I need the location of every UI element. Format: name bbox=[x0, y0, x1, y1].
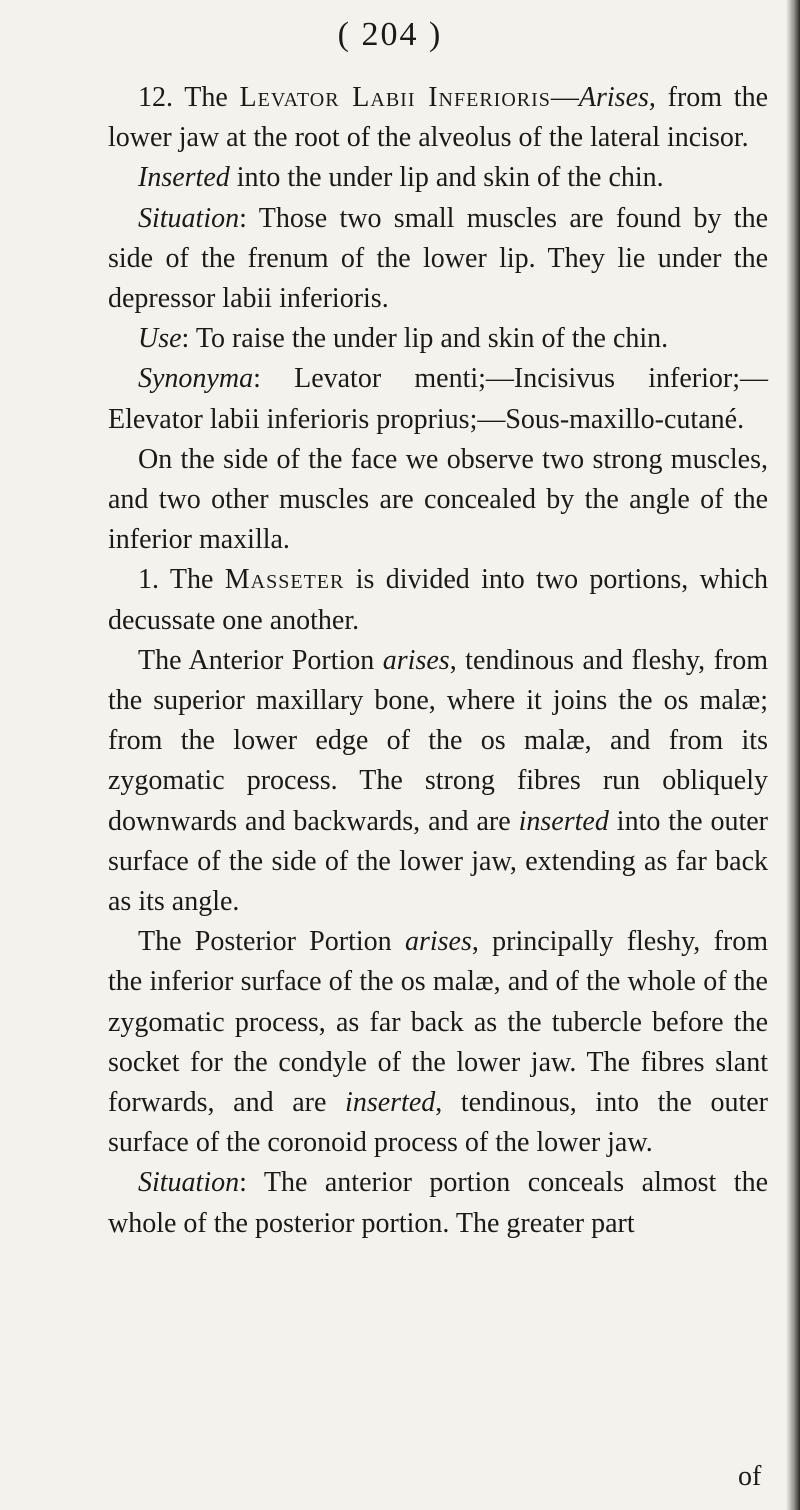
paragraph-synonyma: Synonyma: Levator menti;—Incisivus inferior;—Elevator labii inferioris proprius;—Sous-maxillo-cutané. bbox=[108, 363, 768, 435]
muscle-name: Masseter bbox=[224, 564, 345, 596]
paragraph-posterior-portion: The Posterior Portion arises, principally fleshy, from the inferior surface of the os malæ, and of the whole of the zygomatic process, as far back as the tubercle before the socket for the condyle of the lower jaw. The fibres slant forwards, and are inserted, tendinous, into the outer surface of the coronoid process of the lower jaw. bbox=[108, 926, 769, 1159]
catchword: of bbox=[738, 1461, 762, 1492]
paragraph-situation-masseter: Situation: The anterior portion conceals almost the whole of the posterior portion. The greater part bbox=[108, 1167, 768, 1239]
paragraph-use: Use: To raise the under lip and skin of the chin. bbox=[138, 323, 669, 355]
section-number: 1. bbox=[138, 564, 159, 596]
body-text bbox=[108, 78, 768, 1244]
section-number: 12. bbox=[138, 82, 173, 113]
paragraph-levator-labii: 12. The Levator Labii Inferioris—Arises, from the lower jaw at the root of the alveolus of the lateral incisor. bbox=[108, 82, 769, 154]
paragraph-anterior-portion: The Anterior Portion arises, tendinous and fleshy, from the superior maxillary bone, where it joins the os malæ; from the lower edge of the os malæ, and from its zygomatic process. The strong fibres run obliquely downwards and backwards, and are inserted into the outer surface of the side of the lower jaw, extending as far back as its angle. bbox=[108, 644, 768, 918]
muscle-name: Levator Labii Inferioris bbox=[239, 82, 551, 113]
paragraph-situation: Situation: Those two small muscles are found by the side of the frenum of the lower lip. They lie under the depressor labii inferioris. bbox=[108, 202, 768, 315]
page-edge-shadow bbox=[786, 0, 800, 1510]
page-number: ( 204 ) bbox=[337, 16, 443, 53]
paragraph-inserted: Inserted into the under lip and skin of the chin. bbox=[138, 162, 664, 194]
paragraph-masseter: 1. The Masseter is divided into two portions, which decussate one another. bbox=[108, 564, 769, 636]
paragraph-face-muscles: On the side of the face we observe two strong muscles, and two other muscles are concealed by the angle of the inferior maxilla. bbox=[108, 443, 768, 556]
